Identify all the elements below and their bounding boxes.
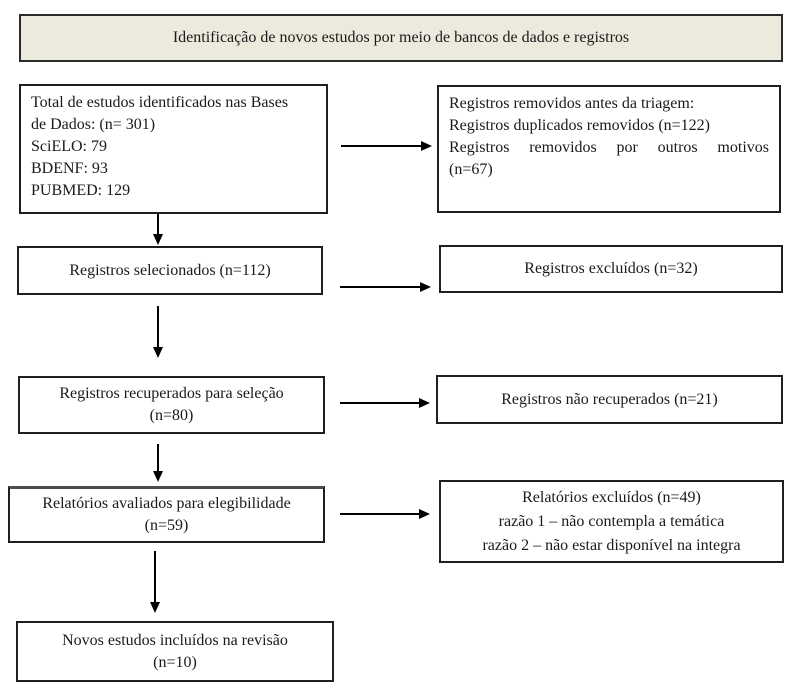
header-banner: [19, 14, 783, 62]
text-line: Registros removidos por outros motivos: [449, 139, 769, 156]
text-line: SciELO: 79: [31, 138, 107, 155]
box-reports-excluded: [439, 480, 784, 563]
box-records-screened: [17, 246, 323, 295]
arrow-assessed-to-reports-excluded: [340, 513, 419, 515]
arrow-retrieved-to-assessed: [157, 444, 159, 471]
box-records-excluded-label: Registros excluídos (n=32): [524, 260, 698, 277]
text-line: Relatórios excluídos (n=49): [522, 488, 701, 506]
text-line: (n=59): [144, 517, 189, 534]
text-line: (n=10): [153, 653, 197, 671]
arrow-retrieved-to-not-retrieved: [340, 402, 419, 404]
arrow-identified-to-screened: [157, 214, 159, 234]
box-records-not-retrieved: [436, 375, 783, 424]
header-title: Identificação de novos estudos por meio de bancos de dados e registros: [172, 29, 630, 46]
text-line: Registros removidos antes da triagem:: [449, 95, 695, 112]
text-line: razão 1 – não contempla a temática: [498, 512, 725, 530]
text-line: razão 2 – não estar disponível na integra: [482, 536, 741, 554]
box-records-excluded: [439, 245, 783, 293]
text-line: (n=80): [149, 407, 194, 424]
arrow-screened-to-excluded: [340, 286, 420, 288]
box-records-not-retrieved-label: Registros não recuperados (n=21): [501, 390, 718, 408]
box-reports-assessed: [8, 486, 325, 543]
text-line: Registros recuperados para seleção: [59, 385, 284, 402]
box-studies-identified: [19, 84, 328, 214]
text-line: de Dados: (n= 301): [31, 116, 156, 133]
box-records-screened-label: Registros selecionados (n=112): [69, 261, 271, 279]
box-records-retrieved: [18, 376, 325, 434]
arrow-identified-to-removed: [341, 145, 421, 147]
text-line: PUBMED: 129: [31, 182, 131, 199]
text-line: Registros duplicados removidos (n=122): [449, 117, 710, 134]
arrow-assessed-to-included: [154, 551, 156, 602]
text-line: Relatórios avaliados para elegibilidade: [42, 495, 291, 512]
box-studies-included: [16, 621, 334, 682]
arrow-screened-to-retrieved: [157, 306, 159, 347]
text-line: BDENF: 93: [31, 160, 108, 177]
text-line: (n=67): [449, 161, 493, 178]
text-line: Total de estudos identificados nas Bases: [31, 94, 289, 111]
box-records-removed-before-screening: [437, 85, 781, 213]
text-line: Novos estudos incluídos na revisão: [62, 631, 288, 649]
